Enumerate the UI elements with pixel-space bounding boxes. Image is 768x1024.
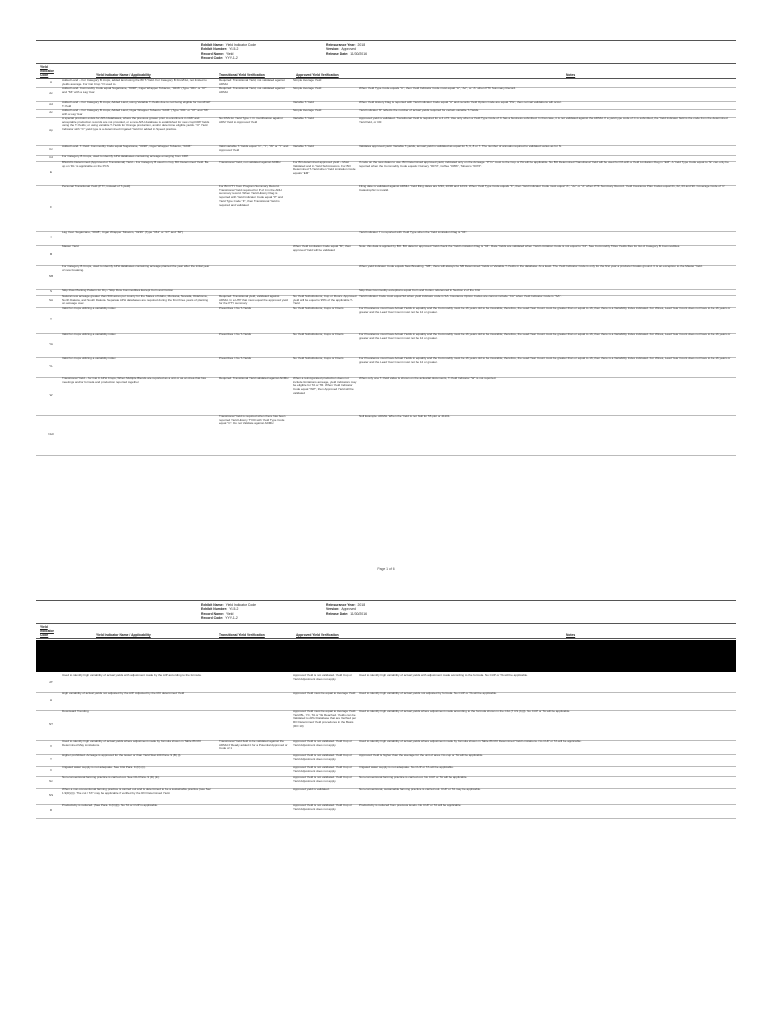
exhibit-name: Yield Indicator Code — [225, 43, 257, 47]
table-cell-c0: A — [49, 80, 52, 84]
table-cell-c0: YL — [49, 364, 53, 368]
table-cell-c3: Approved Yield is not validated. Yield Cup or Yield Adjustment does not apply. — [293, 803, 353, 811]
table-cell-c1: Productivity is reduced. (See Para. 9 (D)(i)). No TA or CUP is applicable. — [62, 803, 158, 807]
reinsurance-year-label: Reinsurance Year: — [326, 43, 356, 47]
table-cell-c2: Transitional Yield field to be validated against the ADMH if Ready added it for a Potential Approved or Code of 1 — [219, 739, 288, 751]
release-date-label: Release Date: — [326, 51, 349, 56]
exhibit-number: YI-5-2 — [229, 47, 239, 52]
table-cell-c2: For BO PTY from Program Summary Record. Transitional Yield required for P of 4 in the ADH summary record. When Yield History Flag is reported with Yield Indicator Code equal "P" and Yield Type Code "F", then Transitional Yield is required and validated — [219, 184, 284, 207]
table-cell-c2: Prescribes / No T-Yields — [219, 356, 252, 360]
table-cell-c4: When yield Indicator Code equals New Breaking, "NB", there will always be NB Determined Yields or Variable T-Yields in the database. At a least. The Yield Indicator Code is only for the first year a producer breaks ground. It is an exception to the Master Yield. — [359, 264, 703, 268]
table-cell-c4: Non-conventional farming practice is carried out. No CUP or TA will be applicable. — [359, 775, 468, 779]
table-cell-c0: NT — [49, 722, 53, 726]
table-cell-c1: Lag Year. Sugarcane, "0038", Cigar Wrapper Tobacco, "0236" (Type "061" or "07" and "66") — [62, 230, 184, 234]
table-cell-c2: Prescribes / No T-Yields — [219, 306, 252, 310]
reinsurance-year: 2018 — [357, 603, 366, 607]
table-cell-c1: Downward Trending — [62, 709, 89, 713]
table-cell-c1: Added Land – For Category B crops, Added Land; Cigar Wrapper Tobacco "0236" (Type "061" or "07" and "66" with a Lag Year — [62, 108, 209, 116]
table-cell-c0: SA — [48, 298, 53, 302]
table-row — [36, 245, 736, 266]
table-cell-c3: Approved Yield must be equal to Average Yield — [293, 691, 356, 695]
table-cell-c2: Prescribes / No T-Yields — [219, 332, 252, 336]
table-cell-c3: Approved Yield is not validated. Yield Cup or Yield Adjustment does not apply. — [293, 673, 353, 681]
table-cell-c0: Ir — [50, 768, 52, 772]
column-header-code: Yield Indicator Code — [40, 65, 54, 77]
table-cell-c3: When Yield Limitation Code equal "M", then approved Yield will be validated — [293, 244, 351, 252]
table-row — [36, 265, 736, 290]
table-row — [36, 161, 736, 186]
exhibit-number-label: Exhibit Number: — [201, 47, 228, 52]
table-cell-c4: If code on the new dates to use. BO Determined approved yield, indicated only on the Acreage. "PY1" must to the Cop or PA will be applicable. No BO Determined Transitional Yield will be used for PA with a Yield Limitation Flag in "EM". A Yield Type Code equal to "E" can only be reported when the Commodity Code equals: Nursery "0073", Coffee "0056", Tobacco "0076". — [359, 160, 729, 168]
table-cell-c0: H — [49, 698, 53, 702]
table-row — [36, 185, 736, 232]
table-cell-c2: Required: Transitional Yield, not validated against ADMH — [219, 86, 285, 94]
table-cell-c4: Used to identify high variability of actual yields not adjusted by formula. No CUP or TA will be applicable. — [359, 691, 497, 695]
document-page-1 — [36, 40, 736, 571]
table-cell-c1: Higher prohibited. Acreage is approved for the lesser or than Yield Stat 100 Para. 9 (B) (i). — [62, 753, 182, 757]
table-cell-c1: For Category B Crops, used to identify APH databases containing acreage planted the year after the initial year of new breaking. — [62, 264, 210, 272]
table-cell-c3: Approved Yield must be equal to Average Yield. Yield BL, YC, TA or YE Reached. Yields can be Validated to APH Database that are Verified per RO Determined Yield procedures in the Basis (RO 10) — [293, 709, 357, 728]
reinsurance-year-label: Reinsurance Year: — [326, 603, 356, 607]
column-header-name: Yield Indicator Name / Applicability — [96, 73, 151, 77]
table-cell-c2: Transitional Yield, not validated against ADMH — [219, 160, 281, 164]
table-cell-c2: Required: Transitional yield, validated against ADMH. In a HTP that must equal the approved yield for the PTY summary — [219, 294, 288, 306]
exhibit-number-label: Exhibit Number: — [201, 607, 228, 612]
table-cell-c2: Required: Transitional Yield, not validated against ADMH — [219, 78, 285, 86]
table-cell-c2: No DSS for Yield Type = O. Certification against ADM Yield to Approved Yield — [219, 116, 283, 124]
reinsurance-year: 2018 — [357, 43, 366, 47]
column-header-approved: Approved Yield Verification — [296, 633, 339, 637]
version-label: Version: — [326, 47, 340, 52]
table-cell-c0: NS — [48, 793, 54, 797]
table-cell-c4: Yield Indicator Code must equal SA when yield indicator code is SA. Insurance Option Codes are cannot include "CA" when Yield Indicator Code is "SA". — [359, 294, 562, 298]
exhibit-number: YI-5-2 — [229, 607, 239, 612]
table-cell-c4: Filing date is validated against ADMH. Yield filing dates are 6/30, 10/30 and 12/31. When Yield Type Code equals "F", then Yield Indicator Code must equal "A", "Ac" or "A" when PTF Summary Record. Yield Insurance Plan Codes equal 01, 02, 03 and 90. Coverage Code of 'C' Catastrophic is invalid. — [359, 184, 725, 192]
table-cell-c0: YA — [49, 342, 53, 346]
table-cell-c2: Transitional Yield is required when there has been reported Yield History TY00 with Yield Type Code equal "C". Do not Validate against ADMH — [219, 414, 286, 426]
column-header-name: Yield Indicator Name / Applicability — [96, 633, 151, 637]
table-cell-c4: Note: this data is applied by BO. BO data for approved Yield check the Yield Limitation Flag is "04". Rate Yields are validated when Yield Limitation Code is not equal to "04". See Commodity Titles Yields files for list of Category B Commodities. — [359, 244, 681, 248]
version-label: Version: — [326, 607, 340, 612]
table-cell-c4: Irrigated water supply is not adequate. No CUP or TA will be applicable. — [359, 765, 454, 769]
table-cell-c1: Transitional Yield – for Cat C APH Crops; When Multiple Blends are reported as a unit or as an Area that has meetings and/or formula and production reported together — [62, 376, 206, 384]
table-cell-c0: Null — [48, 432, 54, 436]
table-row — [36, 357, 736, 378]
release-date: 11/30/2016 — [350, 611, 367, 616]
table-row — [36, 415, 736, 456]
column-header-notes: Notes — [566, 633, 576, 637]
column-header-code: Yield Indicator Code — [40, 625, 54, 637]
table-row — [36, 333, 736, 358]
table-cell-c1: Irrigated water supply is not adequate. See CIH Para. 9 (D) (ii). — [62, 765, 146, 769]
table-cell-c3: For BO-determined approved yield – Must Validated and in Yield Submissions. For BO Determined T-Yield when Yield Limitation Code equals "EM" — [293, 160, 356, 176]
document-page-2 — [36, 600, 736, 1000]
table-cell-c0: Cd — [49, 155, 53, 159]
table-cell-c3: No Yield Substitutions; Cups or Floors — [293, 356, 344, 360]
record-name: Yield — [226, 51, 234, 56]
exhibit-name: Yield Indicator Code — [225, 603, 257, 607]
column-header-notes: Notes — [566, 73, 576, 77]
table-cell-c0: M — [49, 252, 53, 256]
version: Approved — [341, 47, 356, 52]
table-cell-c4: For Prevalence must have Actual Yields in equality and the Commodity must be 16 years old to be insurable; therefore, the Lead Year Count must be greater than or equal to 16; then there is a Variability Index indicated. For Wines, Lead Year Count does not have to be 16 years or greater and the Lead Year Count must not be 12 or greater. — [359, 306, 731, 314]
table-cell-c1: Used to identify high variability of actual yields with adjustment made by the AIP according to the formula. — [62, 673, 202, 677]
table-cell-c1: Master Yield — [62, 244, 79, 248]
table-cell-c0: E — [49, 170, 52, 174]
table-cell-c3: Approved yield is validated. — [293, 787, 330, 791]
column-header-transitional: Transitional Yield Verification — [219, 633, 265, 637]
exhibit-header — [36, 40, 736, 64]
record-name: Yield — [226, 611, 234, 616]
table-cell-c3: Simple Average Yield — [293, 108, 322, 112]
table-cell-c1: Added Land. Commodity Code equal Sugarcane, "0038", Cigar Wrapper Tobacco, "0236" (Type "061" or "07" and "66" with a Lag Year — [62, 86, 207, 94]
record-code-label: Record Code: — [201, 55, 224, 60]
exhibit-name-label: Exhibit Name: — [201, 603, 224, 607]
record-code: YYY-1-2 — [225, 55, 238, 60]
record-name-label: Record Name: — [201, 51, 224, 56]
table-cell-c4: For Prevalence must have Actual Yields in equality and the Commodity must be 16 years old to be insurable; therefore, the Lead Year Count must be greater than or equal to 16; then there is a Variability Index indicated. For Wines, Lead Year Count does not have to be 16 years or greater and the Lead Year Count must not be 12 or greater. — [359, 332, 731, 340]
table-cell-c1: Valid for crops utilizing a variability index — [62, 306, 116, 310]
table-cell-c0: AT — [49, 680, 53, 684]
table-cell-c1: BNAUIG Determined (Approved or Transitional) Yield – For Category B used in crop, BO Determined Yield. Be up on 'DL' is applicable on the PCS — [62, 160, 209, 168]
table-cell-c4: When only one T-Yield value is shown on the actuarial documents, T-Yield Indicator "W" is not reported. — [359, 376, 497, 380]
table-cell-c3: Approved Yield is not validated. Yield Cup or Yield Adjustment does not apply. — [293, 739, 353, 747]
record-code: YYY-1-2 — [225, 615, 238, 620]
table-cell-c1: Valid for crops utilizing a variability index — [62, 332, 116, 336]
exhibit-header — [36, 600, 736, 624]
table-cell-c4: Used to identify high variability of actual yields where adjustment made according to the formula shown in the CIH (7 CS (b)(i). No CUP or TA will be applicable. — [359, 709, 571, 713]
table-cell-c4: Yield Indicator 'I' is reported with Yield Type when the Yield Limitation Flag is "04". — [359, 230, 468, 234]
table-cell-c0: Y — [49, 317, 52, 321]
record-code-label: Record Code: — [201, 615, 224, 620]
table-cell-c4: Skip Row Commodity exceptions equal Corn and Cotton referenced in Section 2 of the CIH — [359, 288, 480, 292]
table-cell-c0: F — [50, 205, 52, 209]
table-row — [36, 804, 736, 819]
column-header-transitional: Transitional Yield Verification — [219, 73, 265, 77]
table-cell-c0: NB — [48, 274, 54, 278]
table-cell-c3: Approved Yield is not validated. Yield Cup or Yield Adjustment does not apply. — [293, 765, 353, 773]
table-cell-c0: Y — [49, 757, 52, 761]
table-cell-c3: Simple Average Yield — [293, 78, 322, 82]
table-cell-c0: I — [50, 235, 52, 239]
table-cell-c0: V — [49, 744, 52, 748]
table-cell-c3: Variable T-Yield — [293, 116, 314, 120]
table-cell-c3: No Yield Substitutions; Cups or Floors — [293, 332, 344, 336]
table-cell-c3: When a reinvigorated production does not include limitations acreage, yield indicators may be eligible for TA or TR. When Yield Indicator Code equal "WP", then Approved Yield will be validated — [293, 376, 357, 395]
version: Approved — [341, 607, 356, 612]
table-row — [36, 117, 736, 146]
table-cell-c3: No Yield Substitutions; Cups or Floors — [293, 306, 344, 310]
table-cell-c4: When Yield Type Code equals "C", then Yield Indicator Code must equal "A", "Ac", or "A" when PTF Summary Record. — [359, 86, 517, 90]
table-cell-c1: Added Land. T-Yield: Commodity Code equal Sugarcane, "0038", Cigar Wrapper Tobacco, "0236" — [62, 144, 192, 148]
table-cell-c1: Personal Transitional Yield (PTY; Instead of T-yield) — [62, 184, 131, 188]
table-row — [36, 307, 736, 334]
table-cell-c4: Productivity is reduced from previous levels. No CUP or TA will be applicable. — [359, 803, 462, 807]
table-cell-c4: Validates approved yield. Variable T-yields, annual yield is validated as equal for 5, 6, 8 or 7. The number of annuals required to validated varies as for N. — [359, 144, 562, 148]
table-cell-c1: For Category B Crops, used to identify APH databases containing acreage emerging from CRP. — [62, 154, 189, 158]
table-cell-c1: Added Land – For Category B crops, Added Land, using Variable T-Yields due to not being eligible for Cont/NLP T-Yield — [62, 100, 211, 108]
table-cell-c0: Nc — [49, 779, 53, 783]
redacted-black-band — [36, 640, 736, 672]
table-cell-c3: Approved Yield is not validated. Yield Cup or Yield Adjustment does not apply. — [293, 775, 353, 783]
table-cell-c1: Natural new acreage greater than 500 acres per county for the States of Idaho, Montana, Nevada, Oklahoma, North Dakota, and South Dakota. Separate APH databases are required during the first three years of planting on acreage over. — [62, 294, 209, 306]
table-cell-c0: Ad — [49, 102, 53, 106]
release-date: 11/30/2016 — [350, 51, 367, 56]
table-cell-c4: For Prevalence must have Actual Yields in equality and the Commodity must be 16 years old to be insurable; therefore, the Lead Year Count must be greater than or equal to 16; then there is a Variability Index indicated. For Wines, Lead Year Count does not have to be 16 years or greater and the Lead Year Count must not be 12 or greater. — [359, 356, 731, 364]
column-headers — [36, 625, 736, 639]
table-cell-c3: No Yield Substitutions; Cup or Floors. Approved yield will be equal to 95% of the applicable T-Yield — [293, 294, 357, 306]
table-cell-c0: R — [49, 808, 53, 812]
table-cell-c1: Used to identify high variability of actual yields where adjustment made by formula shown in Table 86 RO Determined May Limitations. — [62, 739, 202, 747]
table-row — [36, 710, 736, 741]
table-cell-c3: Variable T-Yield — [293, 100, 314, 104]
table-cell-c1: Added Land – For Category B crops, added land using the 80 T-Yield. For Category B Fruit/Nut, not limited to yields average. For Cat Crop Y/I used to. — [62, 78, 207, 86]
table-cell-c3: Approved Yield is not validated. Yield Cup or Yield Adjustment does not apply. — [293, 753, 353, 761]
table-cell-c0: Cc — [49, 147, 53, 151]
table-cell-c4: Non-conventional, sustainable farming practice is carried out. CUP or TA may be applicable. — [359, 787, 481, 791]
page-number: Page 1 of 6 — [377, 567, 395, 571]
table-cell-c1: When a non-conventional farming practice is carried out and is determined to be a sustainable practice (see Sec 1.9(D)(ii)). The cut / TA* may be applicable if verified by the RO Determined Yield. — [62, 787, 211, 795]
table-row — [36, 377, 736, 416]
release-date-label: Release Date: — [326, 611, 349, 616]
table-cell-c4: Used to identify high variability of actual yields with adjustment made according to the formula. No CUP or TA will be applicable. — [359, 673, 528, 677]
table-cell-c4: Approved yield is validated. Transitional Yield is required for a 4 of 5. Use only when a Yield Type Code of C has a business submitted. In that case, it is not validated against the ADMH. If a yield type code of C is submitted, the Yield Indicator field is the code from the determined Yield field, or CR. — [359, 116, 728, 124]
column-header-approved: Approved Yield Verification — [296, 73, 339, 77]
table-cell-c0: Ac — [49, 110, 53, 114]
table-cell-c1: Valid for crops utilizing a variability index — [62, 356, 116, 360]
table-cell-c0: Ap — [49, 128, 53, 132]
table-cell-c1: Non-conventional farming practice is carried out. See CIH Para. 9 (D) (iii). — [62, 775, 160, 779]
record-name-label: Record Name: — [201, 611, 224, 616]
table-cell-c0: W — [49, 393, 53, 397]
table-cell-c4: Approved Yield is higher than the average for the unit of area. No cup or TA will be applicable. — [359, 753, 484, 757]
table-cell-c1: Skip Row Planting Pattern for Dry / Skip Row Commodities Except Corn and Cotton — [62, 288, 174, 292]
table-cell-c4: Null Example: ADMH. When the Yield is not Null for 55 plot or 41101. — [359, 414, 451, 418]
table-cell-c4: When Yield History Flag is reported with Yield Indicator Code equal "A" and records Yield Option Code are equal "PG", then normal validations will occur. — [359, 100, 562, 104]
table-cell-c0: S — [49, 289, 52, 293]
table-cell-c4: Yield Indicator 'R' reflects the number of actual yields required for certain variable T-Yields. — [359, 108, 479, 112]
table-cell-c2: Required: Transitional Yield validated against ADMH — [219, 376, 289, 380]
table-cell-c1: A special provision exists for APH databases, where the previous grower prior to enrollment in CRP and acceptable production records are not provided, or a new APH database is established for new crop/CRP fields using the T-Yields; or using variable T-Yields for Orange production, and/or determine eligible yields. "O" Yield Indicator with "C" yield type is a determined irrigated Yield for added in Speed practice. — [62, 116, 210, 132]
table-cell-c0: Ac — [49, 91, 53, 95]
table-cell-c1: High variability of actual yields not adjusted by the AIP. Adjusted by the RO determined Yield — [62, 691, 185, 695]
table-cell-c3: Variable T-Yield — [293, 144, 314, 148]
table-cell-c4: Used to identify high variability of actual yields where adjustment made by formula shown in Table 86 RO Determined Yield Limitations. No CUP or TA will be applicable. — [359, 739, 582, 743]
exhibit-name-label: Exhibit Name: — [201, 43, 224, 47]
table-cell-c3: Simple Average Yield — [293, 86, 322, 90]
table-cell-c2: Valid variable T-Yields equal "C", "Y", "W" or "Y" and Approved Yield — [219, 144, 289, 152]
